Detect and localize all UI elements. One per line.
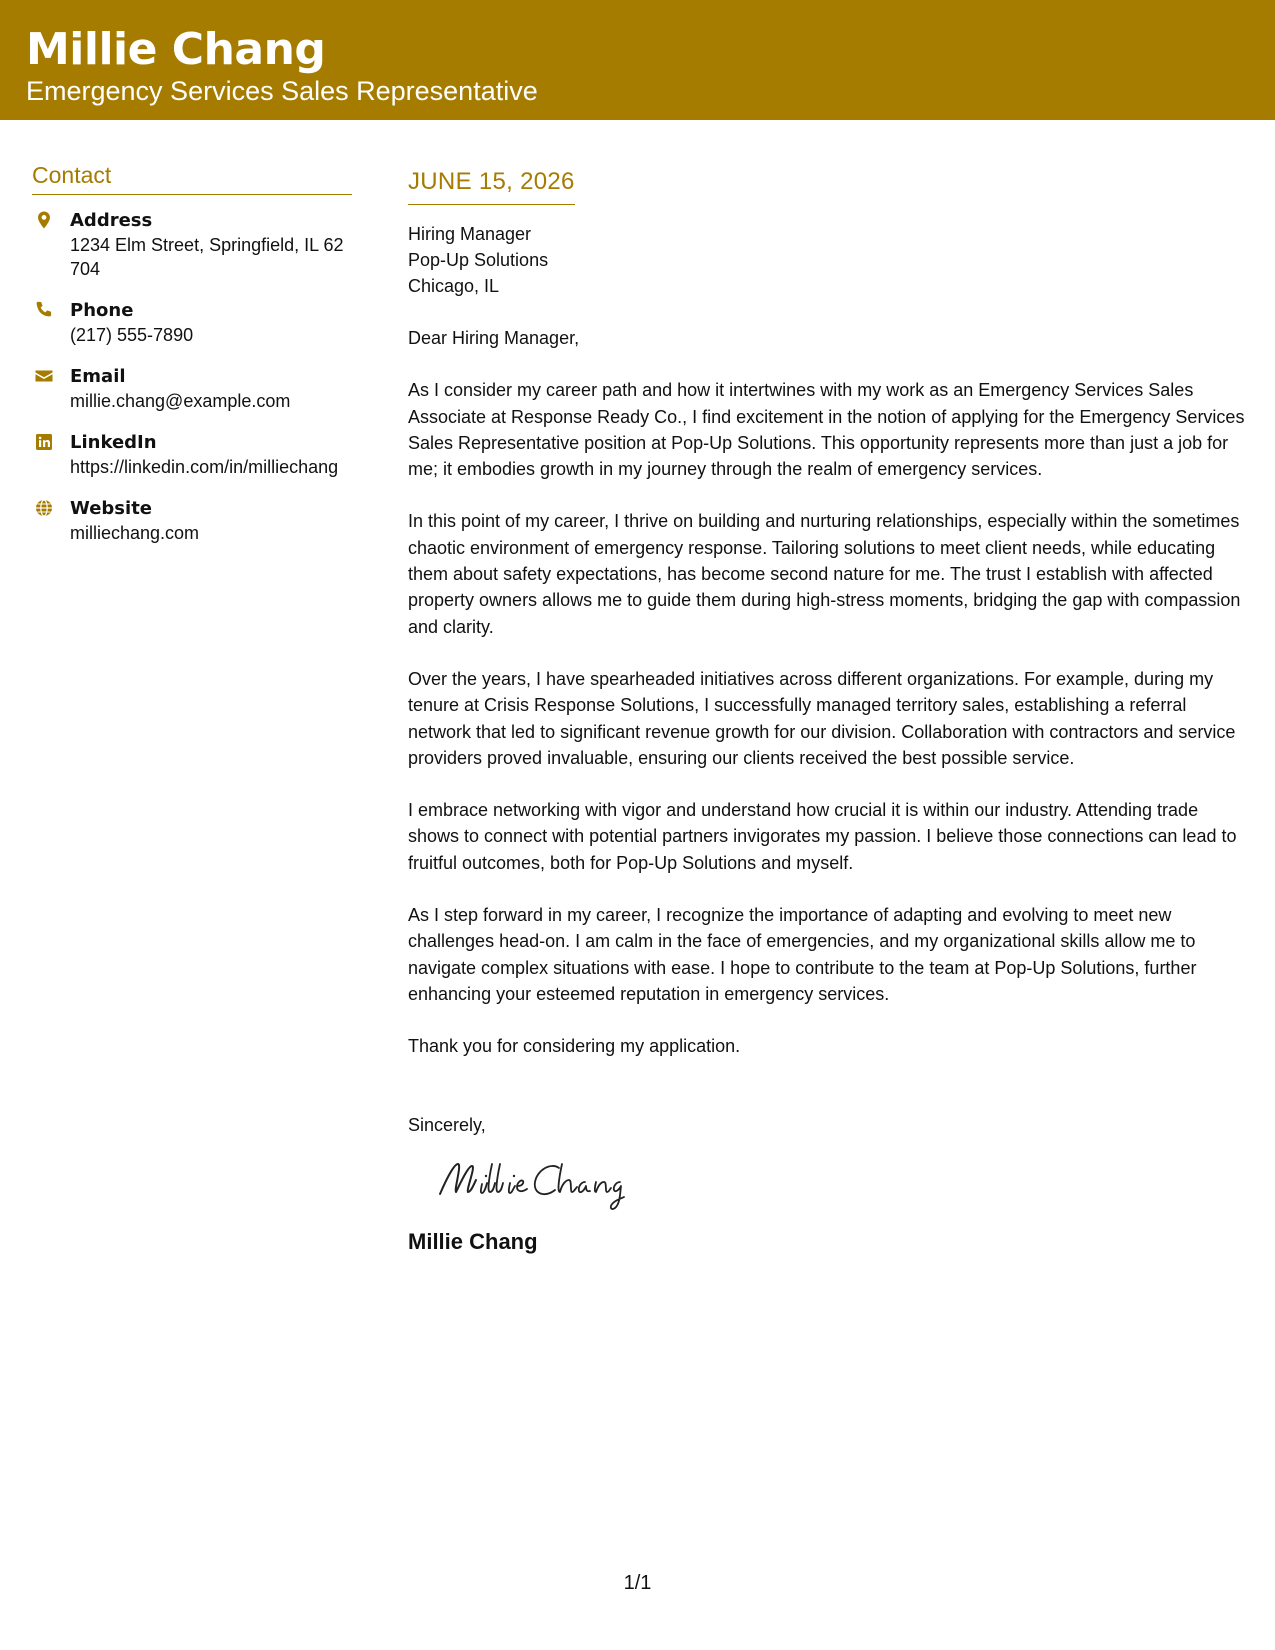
header-banner <box>0 0 1275 120</box>
map-pin-icon <box>34 210 54 230</box>
handwritten-signature <box>434 1146 664 1216</box>
letter-paragraph: In this point of my career, I thrive on building and nurturing relationships, especially within the sometimes chaotic environment of emergency response. Tailoring solutions to meet client needs, while educating them about safety expectations, has become second nature for me. The trust I establish with affected property owners allows me to guide them during high-stress moments, bridging the gap with compassion and clarity. <box>408 511 1241 637</box>
contact-email <box>32 365 352 413</box>
letter-paragraph: As I step forward in my career, I recognize the importance of adapting and evolving to meet new challenges head-on. I am calm in the face of emergencies, and my organizational skills allow me to navigate complex situations with ease. I hope to contribute to the team at Pop-Up Solutions, further enhancing your esteemed reputation in emergency services. <box>408 905 1197 1004</box>
recipient-block <box>408 221 1248 299</box>
page-number: 1/1 <box>623 1572 652 1594</box>
envelope-icon <box>34 366 54 386</box>
contact-label: Website <box>70 498 153 519</box>
letter-paragraph: Over the years, I have spearheaded initiatives across different organizations. For example, during my tenure at Crisis Response Solutions, I successfully managed territory sales, establishing a referral network that led to significant revenue growth for our division. Collaboration with contractors and service providers proved invaluable, ensuring our clients received the best possible service. <box>408 668 1236 768</box>
contact-sidebar <box>32 160 352 563</box>
letter-paragraph: Thank you for considering my application. <box>408 1036 741 1057</box>
contact-linkedin <box>32 431 352 479</box>
contact-value: https://linkedin.com/in/milliechang <box>70 457 339 477</box>
contact-value: (217) 555-7890 <box>70 325 194 345</box>
contact-label: Phone <box>70 300 134 321</box>
letter-paragraph: As I consider my career path and how it intertwines with my work as an Emergency Services Sales Associate at Response Ready Co., I find excitement in the notion of applying for the Emergency Services Sales Representative position at Pop-Up Solutions. This opportunity represents more than just a job for me; it embodies growth in my journey through the realm of emergency services. <box>408 380 1245 480</box>
contact-value: millie.chang@example.com <box>70 391 291 411</box>
applicant-name: Millie Chang <box>26 24 326 75</box>
phone-icon <box>34 300 54 320</box>
recipient-line: Pop-Up Solutions <box>408 250 549 270</box>
signed-name: Millie Chang <box>408 1228 538 1254</box>
recipient-line: Chicago, IL <box>408 276 500 296</box>
recipient-line: Hiring Manager <box>408 224 532 244</box>
contact-label: LinkedIn <box>70 432 157 453</box>
letter-paragraph: I embrace networking with vigor and understand how crucial it is within our industry. Attending trade shows to connect with potential partners invigorates my passion. I believe those connections can lead to fruitful outcomes, both for Pop-Up Solutions and myself. <box>408 800 1237 873</box>
signature <box>408 1138 1248 1228</box>
linkedin-icon <box>34 432 54 452</box>
salutation: Dear Hiring Manager, <box>408 328 580 348</box>
letter-body <box>408 166 1248 1256</box>
applicant-role: Emergency Services Sales Representative <box>26 76 538 106</box>
contact-value: milliechang.com <box>70 523 200 543</box>
contact-label: Email <box>70 366 126 387</box>
contact-heading: Contact <box>32 160 352 195</box>
contact-address <box>32 209 352 281</box>
contact-value: 1234 Elm Street, Springfield, IL 62704 <box>70 235 344 279</box>
contact-phone <box>32 299 352 347</box>
letter-date: JUNE 15, 2026 <box>408 166 575 205</box>
closing: Sincerely, <box>408 1114 486 1135</box>
contact-website <box>32 497 352 545</box>
globe-icon <box>34 498 54 518</box>
contact-label: Address <box>70 210 153 231</box>
